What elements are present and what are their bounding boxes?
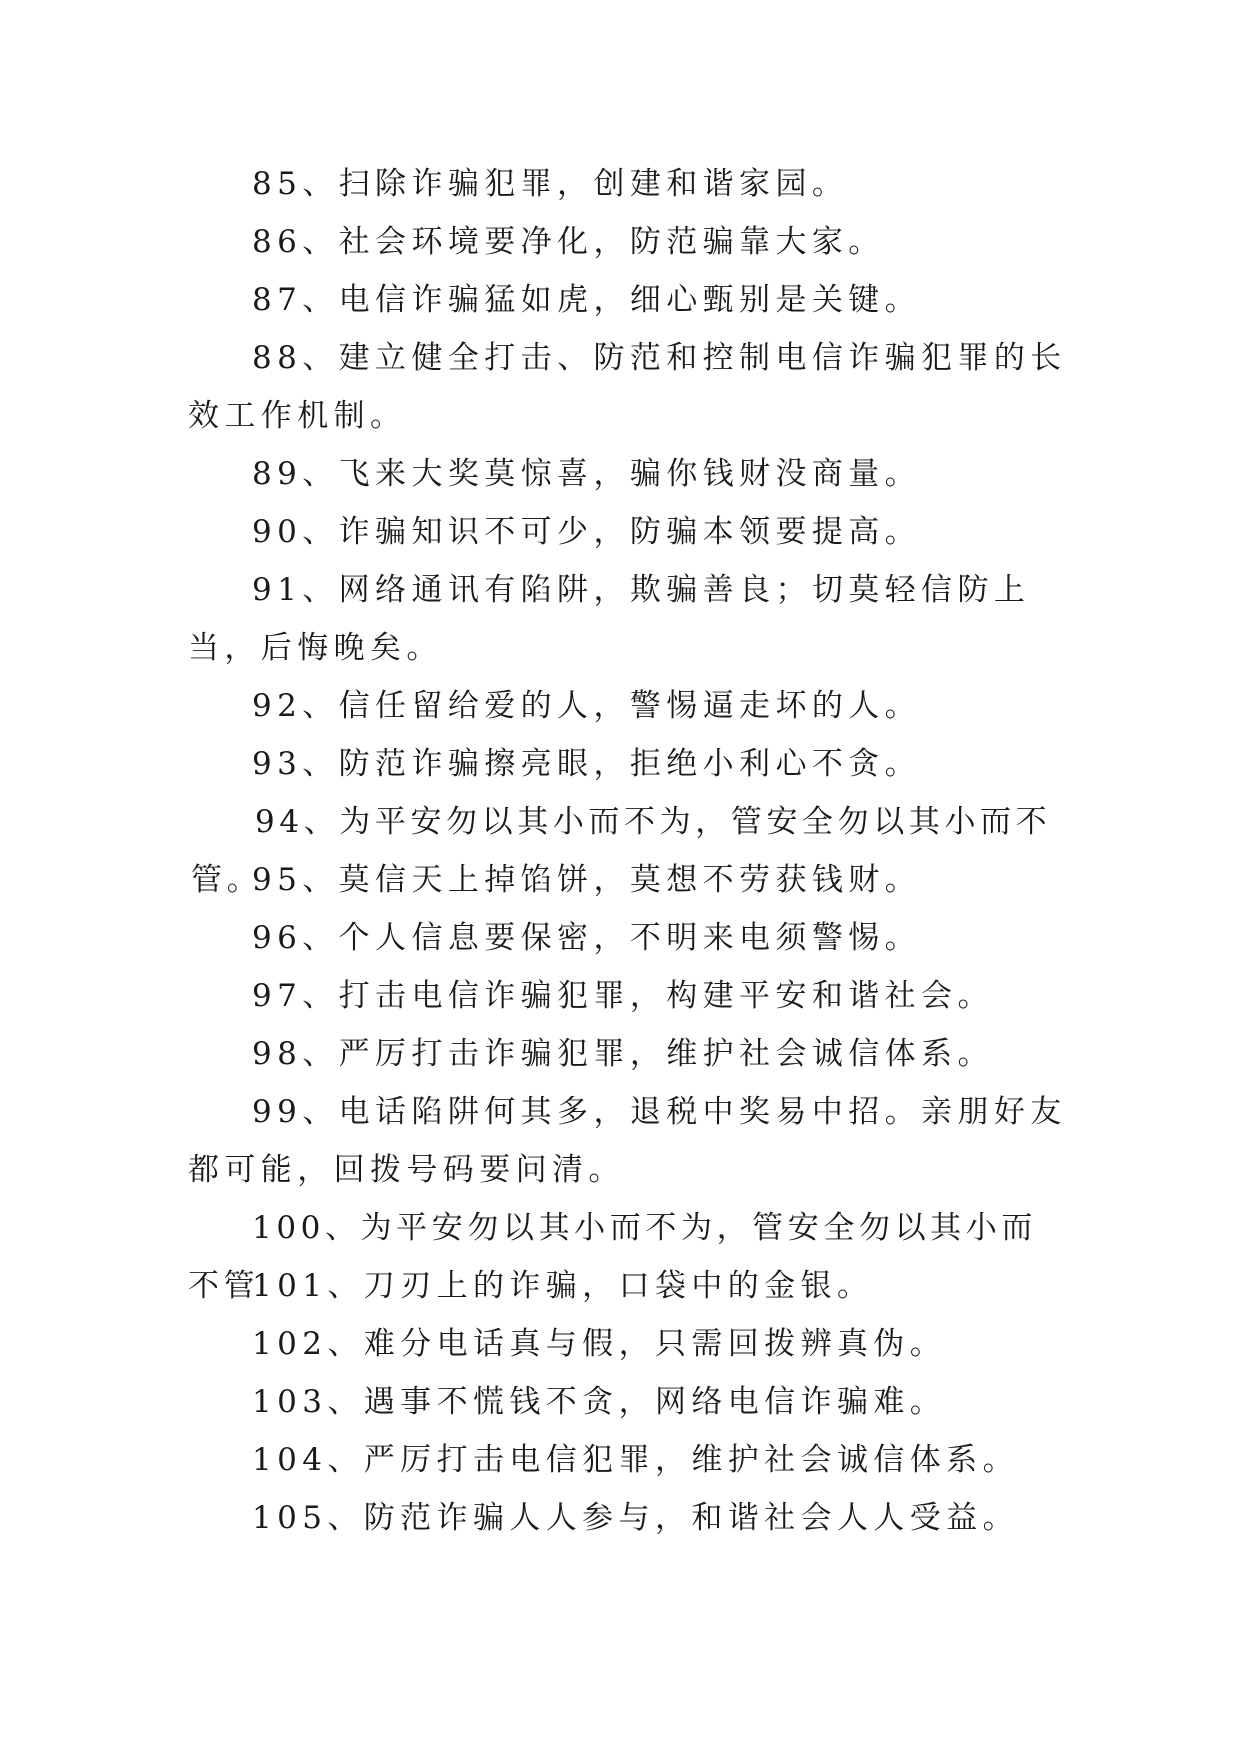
slogan-95: 95、莫信天上掉馅饼，莫想不劳获钱财。: [252, 862, 922, 898]
slogan-89: 89、飞来大奖莫惊喜，骗你钱财没商量。: [252, 456, 922, 492]
slogan-99: 99、电话陷阱何其多，退税中奖易中招。亲朋好友都可能，回拨号码要问清。: [188, 1094, 1067, 1188]
slogan-86: 86、社会环境要净化，防范骗靠大家。: [252, 224, 885, 260]
slogan-88: 88、建立健全打击、防范和控制电信诈骗犯罪的长效工作机制。: [188, 340, 1067, 434]
slogan-103: 103、遇事不慌钱不贪，网络电信诈骗难。: [252, 1384, 947, 1420]
slogan-101: 101、刀刃上的诈骗，口袋中的金银。: [252, 1268, 874, 1304]
slogan-105: 105、防范诈骗人人参与，和谐社会人人受益。: [252, 1500, 1019, 1536]
slogan-92: 92、信任留给爱的人，警惕逼走坏的人。: [252, 688, 922, 724]
slogan-96: 96、个人信息要保密，不明来电须警惕。: [252, 920, 922, 956]
slogan-90: 90、诈骗知识不可少，防骗本领要提高。: [252, 514, 922, 550]
slogan-93: 93、防范诈骗擦亮眼，拒绝小利心不贪。: [252, 746, 922, 782]
slogan-104: 104、严厉打击电信犯罪，维护社会诚信体系。: [252, 1442, 1019, 1478]
slogan-97: 97、打击电信诈骗犯罪，构建平安和谐社会。: [252, 978, 994, 1014]
slogan-87: 87、电信诈骗猛如虎，细心甄别是关键。: [252, 282, 922, 318]
slogan-94: 94、为平安勿以其小而不为，管安全勿以其小而不管。: [191, 804, 1052, 898]
slogan-85: 85、扫除诈骗犯罪，创建和谐家园。: [252, 166, 849, 202]
slogan-91: 91、网络通讯有陷阱，欺骗善良；切莫轻信防上当，后悔晚矣。: [188, 572, 1031, 666]
slogan-98: 98、严厉打击诈骗犯罪，维护社会诚信体系。: [252, 1036, 994, 1072]
slogan-102: 102、难分电话真与假，只需回拨辨真伪。: [252, 1326, 947, 1362]
slogan-100: 100、为平安勿以其小而不为，管安全勿以其小而不管: [188, 1210, 1037, 1304]
